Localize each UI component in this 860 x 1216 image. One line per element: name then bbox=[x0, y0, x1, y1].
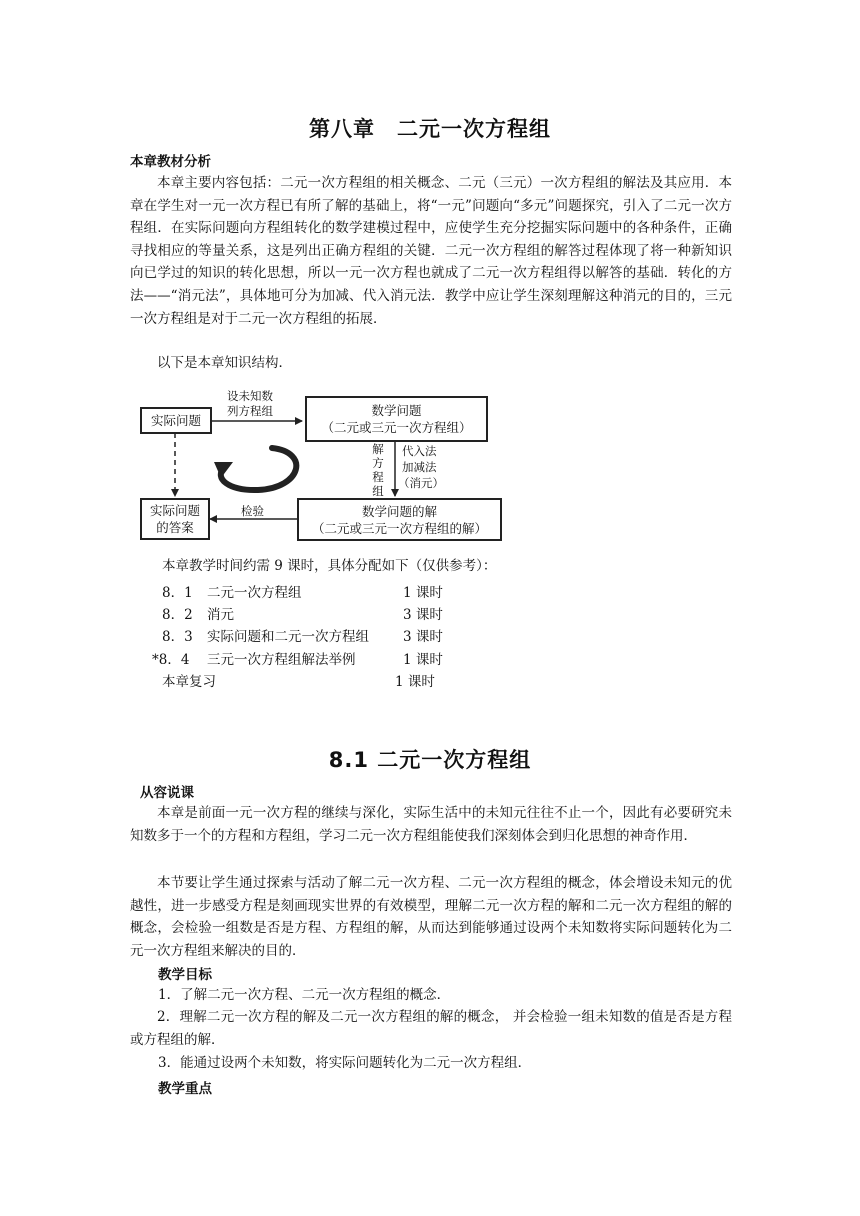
box-actual-problem bbox=[140, 407, 212, 434]
label-solve-3: 程 bbox=[372, 470, 384, 484]
label-set-unknowns: 设未知数 bbox=[227, 389, 273, 403]
box-answer-line1: 实际问题 bbox=[149, 503, 200, 518]
schedule-hours: 3 课时 bbox=[403, 607, 443, 623]
schedule-name: 实际问题和二元一次方程组 bbox=[207, 629, 369, 645]
cycle-arrow bbox=[221, 448, 297, 490]
schedule-hours: 1 课时 bbox=[403, 585, 443, 601]
goal-3: 3．能通过设两个未知数，将实际问题转化为二元一次方程组． bbox=[158, 1055, 532, 1071]
label-solve-4: 组 bbox=[372, 484, 384, 498]
key-points-heading: 教学重点 bbox=[158, 1081, 212, 1097]
review-label: 本章复习 bbox=[162, 674, 216, 690]
schedule-num: *8．4 bbox=[152, 652, 190, 668]
schedule-hours: 1 课时 bbox=[403, 652, 443, 668]
chapter-title: 第八章 二元一次方程组 bbox=[309, 117, 551, 141]
label-substitution: 代入法 bbox=[402, 444, 437, 458]
lecture-paragraph-1: 本章是前面一元一次方程的继续与深化，实际生活中的未知元往往不止一个，因此有必要研究未知数多于一个的方程和方程组，学习二元一次方程组能使我们深刻体会到归化思想的神奇作用． bbox=[130, 805, 732, 844]
cycle-arrow-head bbox=[214, 462, 233, 478]
box-math-solution-line2: （二元或三元一次方程组的解） bbox=[311, 520, 487, 536]
schedule-num: 8．2 bbox=[162, 607, 193, 623]
box-math-problem-line1: 数学问题 bbox=[371, 403, 422, 418]
box-answer-line2: 的答案 bbox=[156, 520, 194, 535]
section-title: 8.1 二元一次方程组 bbox=[328, 748, 532, 772]
label-solve-1: 解 bbox=[372, 442, 384, 456]
schedule-hours: 3 课时 bbox=[403, 629, 443, 645]
box-answer bbox=[140, 498, 210, 540]
analysis-heading: 本章教材分析 bbox=[130, 154, 211, 170]
box-math-problem-line2: （二元或三元一次方程组） bbox=[321, 420, 472, 435]
label-elimination: （消元） bbox=[398, 476, 444, 490]
review-hours: 1 课时 bbox=[395, 674, 435, 690]
schedule-num: 8．1 bbox=[162, 585, 193, 601]
lecture-paragraph-2: 本节要让学生通过探索与活动了解二元一次方程、二元一次方程组的概念，体会增设未知元的优越性，进一步感受方程是刻画现实世界的有效模型，理解二元一次方程的解和二元一次方程组的解的概念，会检验一组数是否是方程、方程组的解，从而达到能够通过设两个未知数将实际问题转化为二元一次方程组来解决的目的． bbox=[130, 875, 732, 959]
box-math-solution-line1: 数学问题的解 bbox=[361, 503, 437, 519]
label-solve-2: 方 bbox=[372, 456, 384, 470]
label-form-equations: 列方程组 bbox=[227, 404, 273, 418]
goal-2: 2．理解二元一次方程的解及二元一次方程组的解的概念， 并会检验一组未知数的值是否是方程或方程组的解． bbox=[130, 1009, 732, 1048]
box-math-solution bbox=[297, 498, 502, 541]
schedule-name: 消元 bbox=[207, 607, 234, 623]
schedule-num: 8．3 bbox=[162, 629, 193, 645]
goal-1: 1．了解二元一次方程、二元一次方程组的概念． bbox=[158, 987, 451, 1003]
lecture-heading: 从容说课 bbox=[140, 785, 194, 801]
schedule-name: 二元一次方程组 bbox=[207, 585, 302, 601]
analysis-paragraph: 本章主要内容包括：二元一次方程组的相关概念、二元（三元）一次方程组的解法及其应用．本章在学生对一元一次方程已有所了解的基础上，将“一元”问题向“多元”问题探究，引入了二元一次方程组．在实际问题向方程组转化的数学建模过程中，应使学生充分挖掘实际问题中的各种条件，正确寻找相应的等量关系，这是列出正确方程组的关键．二元一次方程组的解答过程体现了将一种新知识向已学过的知识的转化思想，所以一元一次方程也就成了二元一次方程组得以解答的基础．转化的方法——“消元法”，具体地可分为加减、代入消元法．教学中应让学生深刻理解这种消元的目的，三元一次方程组是对于二元一次方程组的拓展． bbox=[130, 175, 732, 327]
structure-intro: 以下是本章知识结构． bbox=[157, 355, 292, 371]
box-math-problem bbox=[305, 396, 488, 442]
label-check: 检验 bbox=[241, 504, 264, 518]
label-addition: 加减法 bbox=[402, 460, 437, 474]
schedule-name: 三元一次方程组解法举例 bbox=[207, 652, 356, 668]
schedule-intro: 本章教学时间约需 9 课时，具体分配如下（仅供参考）： bbox=[162, 558, 497, 574]
goals-heading: 教学目标 bbox=[158, 967, 212, 983]
box-actual-problem-label: 实际问题 bbox=[150, 413, 201, 428]
